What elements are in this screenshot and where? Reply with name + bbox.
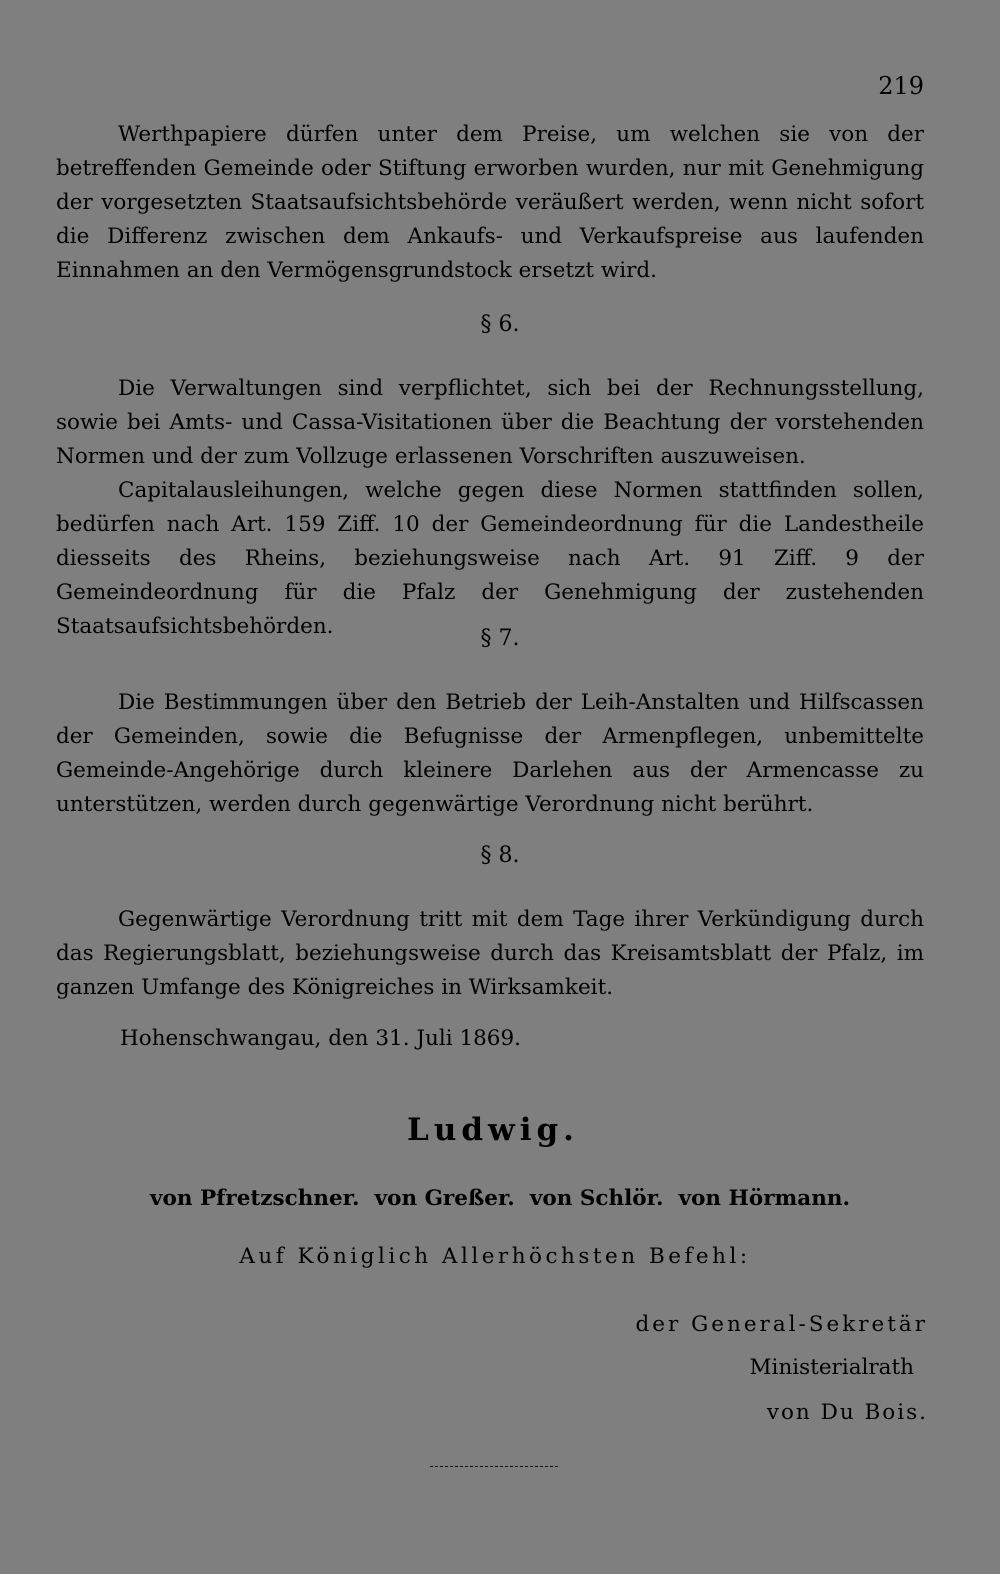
minister-signature: von Hörmann. [678,1186,850,1211]
section-6-heading: § 6. [480,312,520,337]
royal-command-line: Auf Königlich Allerhöchsten Befehl: [239,1244,751,1269]
section-7-heading: § 7. [480,626,520,651]
section-8-body [56,903,924,1005]
section-8-paragraph: Gegenwärtige Verordnung tritt mit dem Tage ihrer Verkündigung durch das Regierungsblatt, beziehungsweise durch das Kreisamtsblatt der Pfalz, im ganzen Umfange des Königreiches in Wirksamkeit. [56,907,924,1000]
secretary-name: von Du Bois. [766,1400,928,1425]
section-6-paragraph-loans: Capitalausleihungen, welche gegen diese Normen stattfinden sollen, bedürfen nach Art. 159 Ziff. 10 der Gemeindeordnung für die Landestheile diesseits des Rheins, beziehungsweise nach Art. 91 Ziff. 9 der Gemeindeordnung für die Pfalz der Genehmigung der zustehenden Staatsaufsichtsbehörden. [56,478,924,639]
secretary-rank: Ministerialrath [749,1355,914,1380]
minister-signature: von Schlör. [529,1186,664,1211]
page-number: 219 [878,72,924,100]
secretary-title: der General-Sekretär [635,1312,928,1337]
minister-signatures [150,1186,850,1211]
royal-signature: Ludwig. [407,1112,579,1148]
section-6-paragraph-duties: Die Verwaltungen sind verpflichtet, sich bei der Rechnungsstellung, sowie bei Amts- und Cassa-Visitationen über die Beachtung der vorstehenden Normen und der zum Vollzuge erlassenen Vorschriften auszuweisen. [56,376,924,469]
section-7-body [56,686,924,822]
section-8-heading: § 8. [480,843,520,868]
section-7-paragraph: Die Bestimmungen über den Betrieb der Leih-Anstalten und Hilfscassen der Gemeinden, sowie die Befugnisse der Armenpflegen, unbemittelte Gemeinde-Angehörige durch kleinere Darlehen aus der Armencasse zu unterstützen, werden durch gegenwärtige Verordnung nicht berührt. [56,690,924,817]
paragraph-securities-sale [56,118,924,288]
minister-signature: von Greßer. [374,1186,515,1211]
section-6-body [56,372,924,644]
end-divider [430,1466,558,1467]
paragraph-text: Werthpapiere dürfen unter dem Preise, um welchen sie von der betreffenden Gemeinde oder Stiftung erworben wurden, nur mit Genehmigung der vorgesetzten Staatsaufsichtsbehörde veräußert werden, wenn nicht sofort die Differenz zwischen dem Ankaufs- und Verkaufspreise aus laufenden Einnahmen an den Vermögensgrundstock ersetzt wird. [56,122,924,283]
minister-signature: von Pfretzschner. [150,1186,360,1211]
place-and-date: Hohenschwangau, den 31. Juli 1869. [120,1026,521,1051]
